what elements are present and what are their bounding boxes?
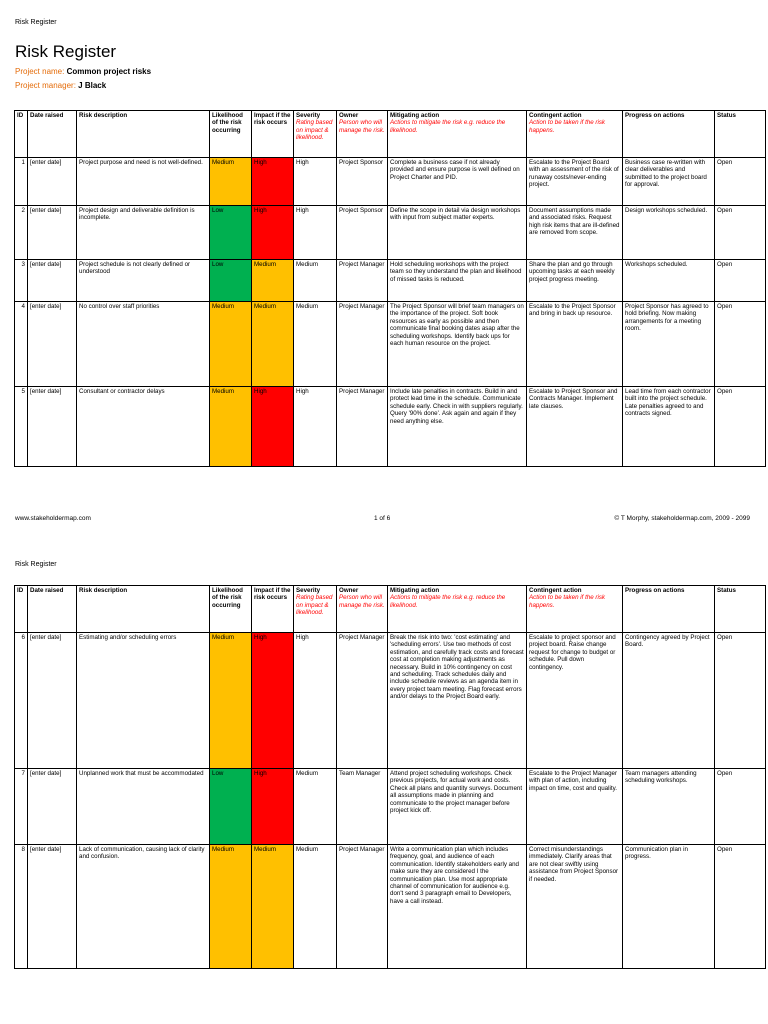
table-row — [15, 845, 766, 969]
col-header-mitigating-action — [388, 586, 527, 633]
cell-id: 4 — [15, 302, 28, 387]
cell-contingent-action: Document assumptions made and associated risks. Request high risk items that are ill-defined are removed from scope. — [527, 206, 623, 260]
cell-impact: High — [252, 387, 294, 467]
cell-id: 2 — [15, 206, 28, 260]
cell-contingent-action: Escalate to project sponsor and project board. Raise change request for change to budget or schedule. Pull down contingency. — [527, 633, 623, 769]
cell-risk-description: Consultant or contractor delays — [77, 387, 210, 467]
cell-status: Open — [715, 387, 766, 467]
cell-severity: Medium — [294, 769, 337, 845]
col-header-label: Contingent action — [529, 587, 582, 594]
cell-owner: Project Manager — [337, 387, 388, 467]
cell-progress: Business case re-written with clear deliverables and submitted to the project board for approval. — [623, 158, 715, 206]
cell-risk-description: Unplanned work that must be accommodated — [77, 769, 210, 845]
cell-progress: Workshops scheduled. — [623, 260, 715, 302]
risk-table-page-1 — [14, 110, 766, 467]
cell-progress: Project Sponsor has agreed to hold briefing. Now making arrangements for a meeting room. — [623, 302, 715, 387]
cell-likelihood: Low — [210, 769, 252, 845]
col-header-risk-description — [77, 111, 210, 158]
cell-severity: High — [294, 206, 337, 260]
cell-contingent-action: Escalate to the Project Manager with plan of action, including impact on time, cost and quality. — [527, 769, 623, 845]
col-header-label: Status — [717, 587, 736, 594]
project-name-label: Project name: — [15, 67, 65, 76]
cell-owner: Project Manager — [337, 633, 388, 769]
cell-contingent-action: Escalate to the Project Board with an assessment of the risk of runaway costs/never-ending project. — [527, 158, 623, 206]
cell-severity: Medium — [294, 845, 337, 969]
cell-date-raised: [enter date] — [28, 206, 77, 260]
cell-date-raised: [enter date] — [28, 769, 77, 845]
col-header-label: Risk description — [79, 112, 128, 119]
cell-contingent-action: Share the plan and go through upcoming tasks at each weekly project progress meeting. — [527, 260, 623, 302]
cell-impact: Medium — [252, 845, 294, 969]
col-header-id — [15, 111, 28, 158]
col-header-label: Status — [717, 112, 736, 119]
col-header-label: Likelihood of the risk occurring — [212, 587, 243, 609]
col-header-date-raised — [28, 111, 77, 158]
table-header — [15, 111, 766, 158]
col-header-progress — [623, 586, 715, 633]
cell-progress: Team managers attending scheduling workshops. — [623, 769, 715, 845]
cell-owner: Project Sponsor — [337, 206, 388, 260]
cell-id: 5 — [15, 387, 28, 467]
cell-impact: Medium — [252, 260, 294, 302]
cell-severity: High — [294, 633, 337, 769]
cell-risk-description: Estimating and/or scheduling errors — [77, 633, 210, 769]
cell-mitigating-action: Hold scheduling workshops with the project team so they understand the plan and likelihood of missed tasks is reduced. — [388, 260, 527, 302]
cell-owner: Team Manager — [337, 769, 388, 845]
col-header-progress — [623, 111, 715, 158]
table-body — [15, 158, 766, 467]
col-header-id — [15, 586, 28, 633]
cell-status: Open — [715, 769, 766, 845]
cell-mitigating-action: The Project Sponsor will brief team managers on the importance of the project. Soft book resources as early as possible and then communicate final booking dates asap after the scheduling workshops. Identify back ups for each human resource on the project. — [388, 302, 527, 387]
col-header-label: Progress on actions — [625, 112, 685, 119]
cell-likelihood: Medium — [210, 302, 252, 387]
col-header-label: ID — [17, 112, 24, 119]
cell-mitigating-action: Attend project scheduling workshops. Check previous projects, for actual work and costs. Check all plans and quantity surveys. Document all assumptions made in planning and communicate to the project manager before project kick off. — [388, 769, 527, 845]
col-header-label: Impact if the risk occurs — [254, 112, 291, 127]
col-header-label: Risk description — [79, 587, 128, 594]
page-header: Risk Register — [15, 19, 57, 26]
col-header-note: Actions to mitigate the risk e.g. reduce the likelihood. — [390, 594, 506, 609]
col-header-impact — [252, 586, 294, 633]
col-header-note: Rating based on impact & likelihood. — [296, 594, 333, 617]
cell-impact: Medium — [252, 302, 294, 387]
cell-progress: Communication plan in progress. — [623, 845, 715, 969]
project-manager-line — [15, 81, 106, 90]
col-header-label: Contingent action — [529, 112, 582, 119]
cell-id: 6 — [15, 633, 28, 769]
col-header-note: Rating based on impact & likelihood. — [296, 119, 333, 142]
table-row — [15, 302, 766, 387]
cell-status: Open — [715, 633, 766, 769]
cell-id: 3 — [15, 260, 28, 302]
cell-contingent-action: Correct misunderstandings immediately. Clarify areas that are not clear swiftly using assistance from Project Sponsor if needed. — [527, 845, 623, 969]
table-row — [15, 206, 766, 260]
col-header-label: Date raised — [30, 587, 64, 594]
col-header-owner — [337, 111, 388, 158]
col-header-note: Action to be taken if the risk happens. — [529, 119, 606, 134]
table-row — [15, 387, 766, 467]
col-header-likelihood — [210, 586, 252, 633]
cell-severity: Medium — [294, 302, 337, 387]
cell-likelihood: Medium — [210, 633, 252, 769]
cell-mitigating-action: Define the scope in detail via design workshops with input from subject matter experts. — [388, 206, 527, 260]
col-header-label: Owner — [339, 112, 359, 119]
project-name-line — [15, 67, 151, 76]
col-header-note: Person who will manage the risk. — [339, 594, 385, 609]
cell-id: 8 — [15, 845, 28, 969]
cell-risk-description: Project design and deliverable definition is incomplete. — [77, 206, 210, 260]
cell-likelihood: Low — [210, 206, 252, 260]
table-row — [15, 769, 766, 845]
cell-date-raised: [enter date] — [28, 845, 77, 969]
col-header-label: Likelihood of the risk occurring — [212, 112, 243, 134]
col-header-likelihood — [210, 111, 252, 158]
col-header-risk-description — [77, 586, 210, 633]
col-header-status — [715, 111, 766, 158]
cell-mitigating-action: Complete a business case if not already provided and ensure purpose is well defined on Project Charter and PID. — [388, 158, 527, 206]
footer-copyright: © T Morphy, stakeholdermap.com, 2009 - 2099 — [614, 515, 750, 522]
document-title: Risk Register — [15, 42, 117, 61]
col-header-status — [715, 586, 766, 633]
table-row — [15, 633, 766, 769]
cell-mitigating-action: Write a communication plan which includes frequency, goal, and audience of each communication. Identify stakeholders early and make sure they are considered I the communication plan. Use most appropriate channel of communication for audience e.g. don't send 3 paragraph email to Developers, have a call instead. — [388, 845, 527, 969]
footer-page-number: 1 of 6 — [374, 515, 391, 522]
col-header-label: Date raised — [30, 112, 64, 119]
footer-website: www.stakeholdermap.com — [15, 515, 91, 522]
cell-progress: Design workshops scheduled. — [623, 206, 715, 260]
cell-date-raised: [enter date] — [28, 260, 77, 302]
cell-date-raised: [enter date] — [28, 633, 77, 769]
project-manager-value: J Black — [78, 81, 107, 90]
cell-id: 1 — [15, 158, 28, 206]
col-header-severity — [294, 586, 337, 633]
col-header-contingent-action — [527, 586, 623, 633]
col-header-label: Impact if the risk occurs — [254, 587, 291, 602]
header-row — [15, 111, 766, 158]
cell-progress: Contingency agreed by Project Board. — [623, 633, 715, 769]
cell-contingent-action: Escalate to Project Sponsor and Contracts Manager. Implement late clauses. — [527, 387, 623, 467]
cell-owner: Project Manager — [337, 260, 388, 302]
cell-id: 7 — [15, 769, 28, 845]
col-header-contingent-action — [527, 111, 623, 158]
cell-impact: High — [252, 158, 294, 206]
cell-progress: Lead time from each contractor built into the project schedule. Late penalties agreed to and contracts signed. — [623, 387, 715, 467]
cell-status: Open — [715, 158, 766, 206]
cell-mitigating-action: Include late penalties in contracts. Build in and protect lead time in the schedule. Communicate schedule early. Check in with suppliers regularly. Query '90% done'. Ask again and again if they need anything else. — [388, 387, 527, 467]
cell-likelihood: Medium — [210, 387, 252, 467]
cell-date-raised: [enter date] — [28, 158, 77, 206]
cell-status: Open — [715, 845, 766, 969]
cell-impact: High — [252, 769, 294, 845]
cell-severity: High — [294, 387, 337, 467]
cell-severity: High — [294, 158, 337, 206]
col-header-mitigating-action — [388, 111, 527, 158]
col-header-date-raised — [28, 586, 77, 633]
cell-mitigating-action: Break the risk into two: 'cost estimating' and 'scheduling errors'. Use two methods of cost estimation, and carefully track costs and forecast cost at completion making adjustments as necessary. Build in 10% contingency on cost and scheduling. Track schedules daily and include schedule reviews as an agenda item in every project team meeting. Flag forecast errors and/or delays to the Project Board early. — [388, 633, 527, 769]
page-header: Risk Register — [15, 561, 57, 568]
col-header-label: Owner — [339, 587, 359, 594]
col-header-severity — [294, 111, 337, 158]
col-header-note: Person who will manage the risk. — [339, 119, 385, 134]
cell-likelihood: Medium — [210, 158, 252, 206]
cell-risk-description: Project schedule is not clearly defined or understood — [77, 260, 210, 302]
cell-likelihood: Medium — [210, 845, 252, 969]
table-body — [15, 633, 766, 969]
col-header-label: ID — [17, 587, 24, 594]
project-manager-label: Project manager: — [15, 81, 76, 90]
cell-risk-description: Lack of communication, causing lack of clarity and confusion. — [77, 845, 210, 969]
col-header-impact — [252, 111, 294, 158]
cell-status: Open — [715, 302, 766, 387]
cell-likelihood: Low — [210, 260, 252, 302]
cell-date-raised: [enter date] — [28, 387, 77, 467]
table-header — [15, 586, 766, 633]
cell-status: Open — [715, 206, 766, 260]
cell-severity: Medium — [294, 260, 337, 302]
cell-owner: Project Manager — [337, 845, 388, 969]
table-row — [15, 260, 766, 302]
col-header-label: Severity — [296, 587, 321, 594]
col-header-note: Actions to mitigate the risk e.g. reduce the likelihood. — [390, 119, 506, 134]
cell-impact: High — [252, 206, 294, 260]
risk-table-page-2 — [14, 585, 766, 969]
col-header-label: Progress on actions — [625, 587, 685, 594]
header-row — [15, 586, 766, 633]
cell-risk-description: Project purpose and need is not well-defined. — [77, 158, 210, 206]
col-header-label: Mitigating action — [390, 587, 440, 594]
table-row — [15, 158, 766, 206]
cell-impact: High — [252, 633, 294, 769]
cell-owner: Project Sponsor — [337, 158, 388, 206]
cell-contingent-action: Escalate to the Project Sponsor and bring in back up resource. — [527, 302, 623, 387]
cell-date-raised: [enter date] — [28, 302, 77, 387]
cell-owner: Project Manager — [337, 302, 388, 387]
col-header-note: Action to be taken if the risk happens. — [529, 594, 606, 609]
col-header-owner — [337, 586, 388, 633]
col-header-label: Mitigating action — [390, 112, 440, 119]
col-header-label: Severity — [296, 112, 321, 119]
project-name-value: Common project risks — [66, 67, 152, 76]
cell-risk-description: No control over staff priorities — [77, 302, 210, 387]
cell-status: Open — [715, 260, 766, 302]
